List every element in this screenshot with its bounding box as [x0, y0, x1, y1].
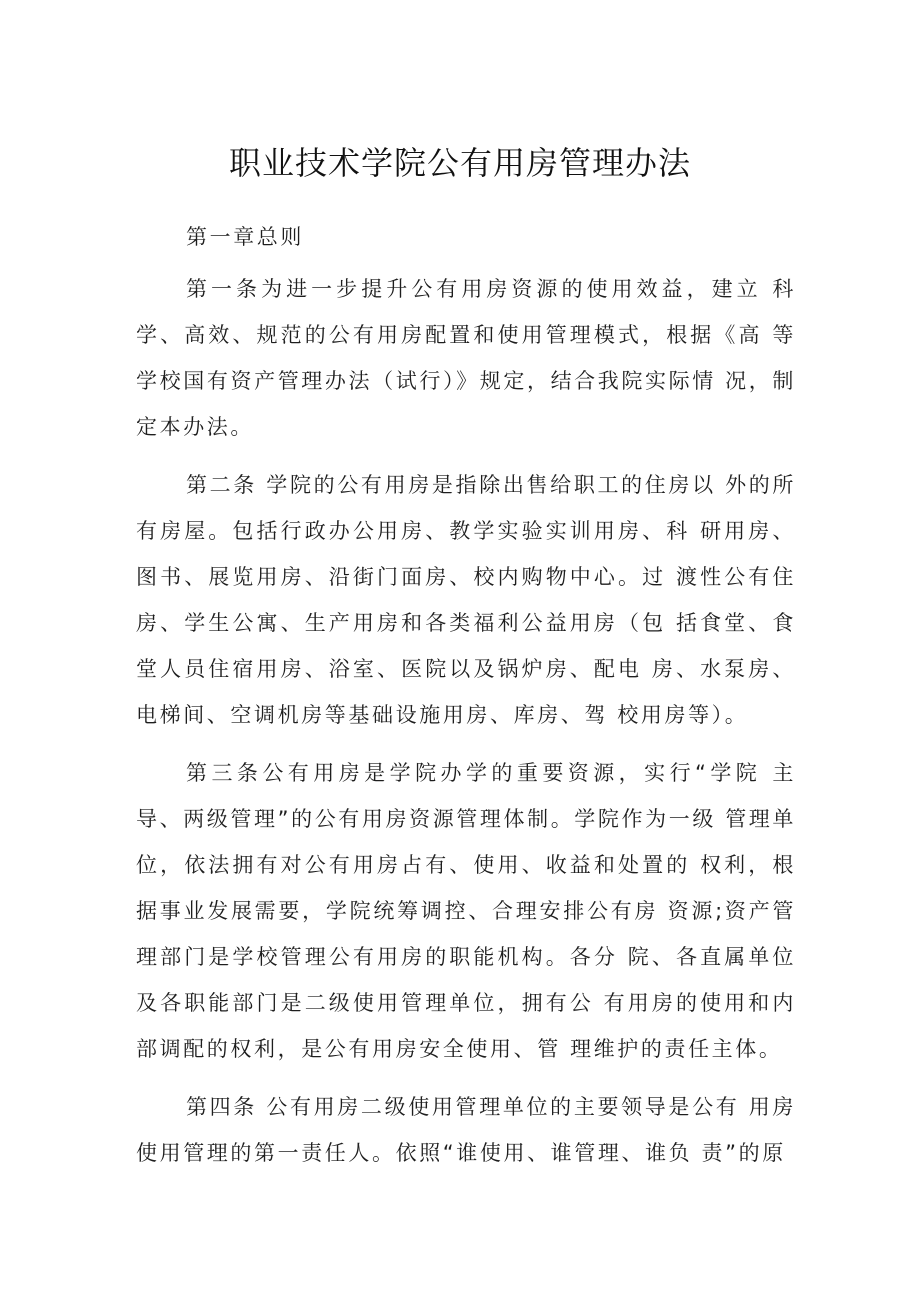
document-title: 职业技术学院公有用房管理办法	[228, 144, 691, 182]
article-4-paragraph: 第四条 公有用房二级使用管理单位的主要领导是公有 用房使用管理的第一责任人。依照“谁使用、谁管理、谁负 责”的原	[136, 1095, 796, 1165]
chapter-heading: 第一章总则	[186, 225, 304, 249]
document-body	[136, 214, 796, 1188]
article-2-paragraph: 第二条 学院的公有用房是指除出售给职工的住房以 外的所有房屋。包括行政办公用房、教学实验实训用房、科 研用房、图书、展览用房、沿街门面房、校内购物中心。过 渡性公有住房、学生公寓、生产用房和各类福利公益用房（包 括食堂、食堂人员住宿用房、浴室、医院以及锅炉房、配电 房、水泵房、电梯间、空调机房等基础设施用房、库房、驾 校用房等）。	[136, 473, 796, 727]
article-1-paragraph: 第一条为进一步提升公有用房资源的使用效益，建立 科学、高效、规范的公有用房配置和使用管理模式，根据《高 等学校国有资产管理办法（试行）》规定，结合我院实际情 况，制定本办法。	[136, 277, 796, 439]
article-3-paragraph: 第三条公有用房是学院办学的重要资源，实行“学院 主导、两级管理”的公有用房资源管理体制。学院作为一级 管理单位，依法拥有对公有用房占有、使用、收益和处置的 权利，根据事业发展需要，学院统筹调控、合理安排公有房 资源;资产管理部门是学校管理公有用房的职能机构。各分 院、各直属单位及各职能部门是二级使用管理单位，拥有公 有用房的使用和内部调配的权利，是公有用房安全使用、管 理维护的责任主体。	[136, 761, 796, 1061]
